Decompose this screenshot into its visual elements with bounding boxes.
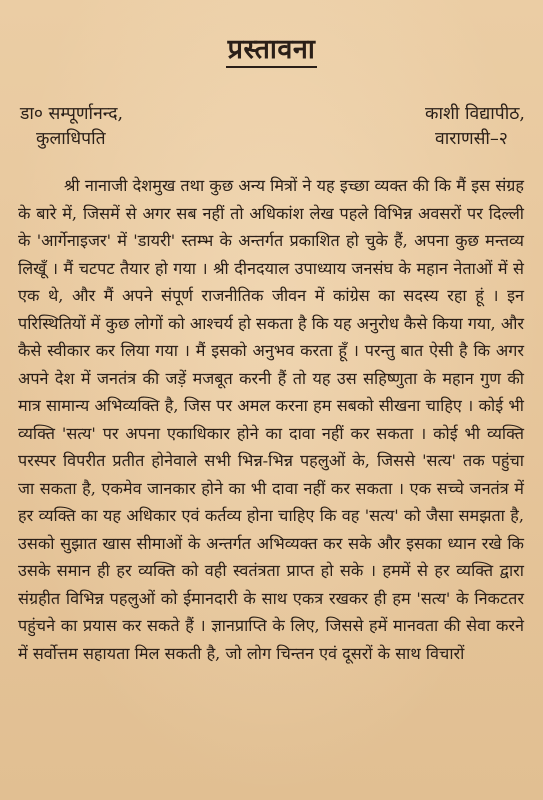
author-role: कुलाधिपति — [36, 129, 106, 149]
document-title: प्रस्तावना — [226, 35, 318, 68]
author-block — [20, 102, 123, 152]
document-title-wrapper — [0, 34, 543, 68]
body-paragraph: श्री नानाजी देशमुख तथा कुछ अन्य मित्रों ने यह इच्छा व्यक्त की कि मैं इस संग्रह के बारे में, जिसमें से अगर सब नहीं तो अधिकांश लेख पहले विभिन्न अवसरों पर दिल्ली के 'आर्गेनाइजर' में 'डायरी' स्तम्भ के अन्तर्गत प्रकाशित हो चुके हैं, अपना कुछ मन्तव्य लिखूँ । मैं चटपट तैयार हो गया । श्री दीनदयाल उपाध्याय जनसंघ के महान नेताओं में से एक थे, और मैं अपने संपूर्ण राजनीतिक जीवन में कांग्रेस का सदस्य रहा हूं । इन परिस्थितियों में कुछ लोगों को आश्चर्य हो सकता है कि यह अनुरोध कैसे किया गया, और कैसे स्वीकार कर लिया गया । मैं इसको अनुभव करता हूँ । परन्तु बात ऐसी है कि अगर अपने देश में जनतंत्र की जड़ें मजबूत करनी हैं तो यह उस सहिष्णुता के महान गुण की मात्र सामान्य अभिव्यक्ति है, जिस पर अमल करना हम सबको सीखना चाहिए । कोई भी व्यक्ति 'सत्य' पर अपना एकाधिकार होने का दावा नहीं कर सकता । कोई भी व्यक्ति परस्पर विपरीत प्रतीत होनेवाले सभी भिन्न-भिन्न पहलुओं के, जिससे 'सत्य' तक पहुंचा जा सकता है, एकमेव जानकार होने का भी दावा नहीं कर सकता । एक सच्चे जनतंत्र में हर व्यक्ति का यह अधिकार एवं कर्तव्य होना चाहिए कि वह 'सत्य' को जैसा समझता है, उसको सुझात खास सीमाओं के अन्तर्गत अभिव्यक्त कर सके और इसका ध्यान रखे कि उसके समान ही हर व्यक्ति को वही स्वतंत्रता प्राप्त हो सके । हममें से हर व्यक्ति द्वारा संग्रहीत विभिन्न पहलुओं को ईमानदारी के साथ एकत्र रखकर ही हम 'सत्य' के निकटतर पहुंचने का प्रयास कर सकते हैं । ज्ञानप्राप्ति के लिए, जिससे हमें मानवता की सेवा करने में सर्वोत्तम सहायता मिल सकती है, जो लोग चिन्तन एवं दूसरों के साथ विचारों — [18, 176, 524, 663]
location-block — [425, 102, 525, 152]
body-text — [18, 172, 524, 667]
location-institution: काशी विद्यापीठ, — [425, 104, 525, 124]
location-city: वाराणसी–२ — [435, 129, 508, 149]
author-name: डा० सम्पूर्णानन्द, — [20, 104, 124, 124]
